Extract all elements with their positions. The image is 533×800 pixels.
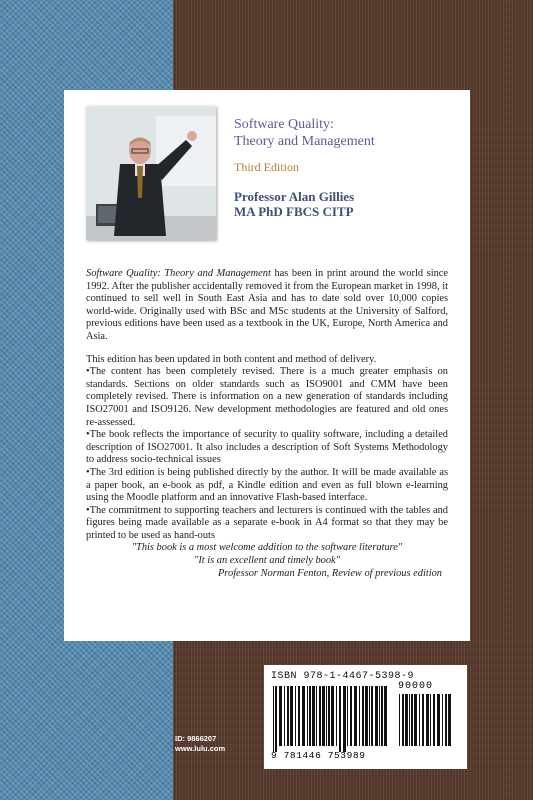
review-quote-1: "This book is a most welcome addition to the software literature" xyxy=(131,542,403,554)
isbn-barcode xyxy=(264,665,467,769)
author-credentials: MA PhD FBCS CITP xyxy=(234,204,354,219)
publisher-id xyxy=(175,734,225,754)
review-quote-2: "It is an excellent and timely book" xyxy=(193,555,341,567)
header-row xyxy=(86,106,448,256)
bullet-teacher-support: •The commitment to supporting teachers and lecturers is continued with the tables and figures being made available as a separate e-book in A4 format so that they may be printed to be used as hand-outs xyxy=(86,504,448,541)
bullet-third-edition: •The 3rd edition is being published directly by the author. It will be made available as a paper book, an e-book as pdf, a Kindle edition and even as full blown e-learning using the Moodle platform and an innovative Flash-based interface. xyxy=(86,466,448,504)
bullet-content-revised: •The content has been completely revised. There is a much greater emphasis on standards. Sections on older standards such as ISO9001 and CMM have been completely revised. There is information on a new generation of standards including ISO27001 and ISO9126. New development methodologies are featured and old ones re-assessed. xyxy=(86,366,448,428)
review-attribution: Professor Norman Fenton, Review of previous edition xyxy=(217,567,442,579)
title-block xyxy=(234,116,454,219)
barcode-row xyxy=(271,682,460,766)
book-title xyxy=(234,116,454,150)
price-barcode-bars xyxy=(397,694,455,752)
intro-text: has been in print around the world since 1992. After the publisher accidentally removed it from the European market in 1998, it continued to sell well in South East Asia and has to date sold over 10,000 copies world-wide. Originally used with BSc and MSc students at the University of Salford, previous editions have been used as a textbook in the UK, Europe, North America and Asia. xyxy=(86,268,448,342)
book-title-line-2: Theory and Management xyxy=(234,134,375,149)
author-photo-illustration xyxy=(86,106,216,240)
publisher-url: www.lulu.com xyxy=(175,744,226,753)
description-lead: This edition has been updated in both content and method of delivery. xyxy=(86,353,377,365)
bullet-security: •The book reflects the importance of security to quality software, including a detailed description of ISO27001. It also includes a description of Soft Systems Methodology to address socio-technical issues xyxy=(86,429,448,466)
price-code: 90000 xyxy=(398,681,434,692)
ean-digits: 9 781446 753989 xyxy=(271,750,366,761)
back-cover-content-page xyxy=(64,90,470,641)
intro-paragraph xyxy=(86,268,448,344)
edition-label: Third Edition xyxy=(234,160,299,174)
isbn-number: ISBN 978-1-4467-5398-9 xyxy=(271,671,415,682)
author-name xyxy=(234,189,454,219)
description-section xyxy=(86,354,448,581)
ean-barcode-bars xyxy=(271,686,391,752)
publisher-id-number: ID: 9866207 xyxy=(175,734,217,743)
author-name-line-1: Professor Alan Gillies xyxy=(234,189,355,204)
intro-book-title: Software Quality: Theory and Management xyxy=(86,268,271,279)
author-photo xyxy=(86,106,216,240)
book-title-line-1: Software Quality: xyxy=(234,117,334,132)
